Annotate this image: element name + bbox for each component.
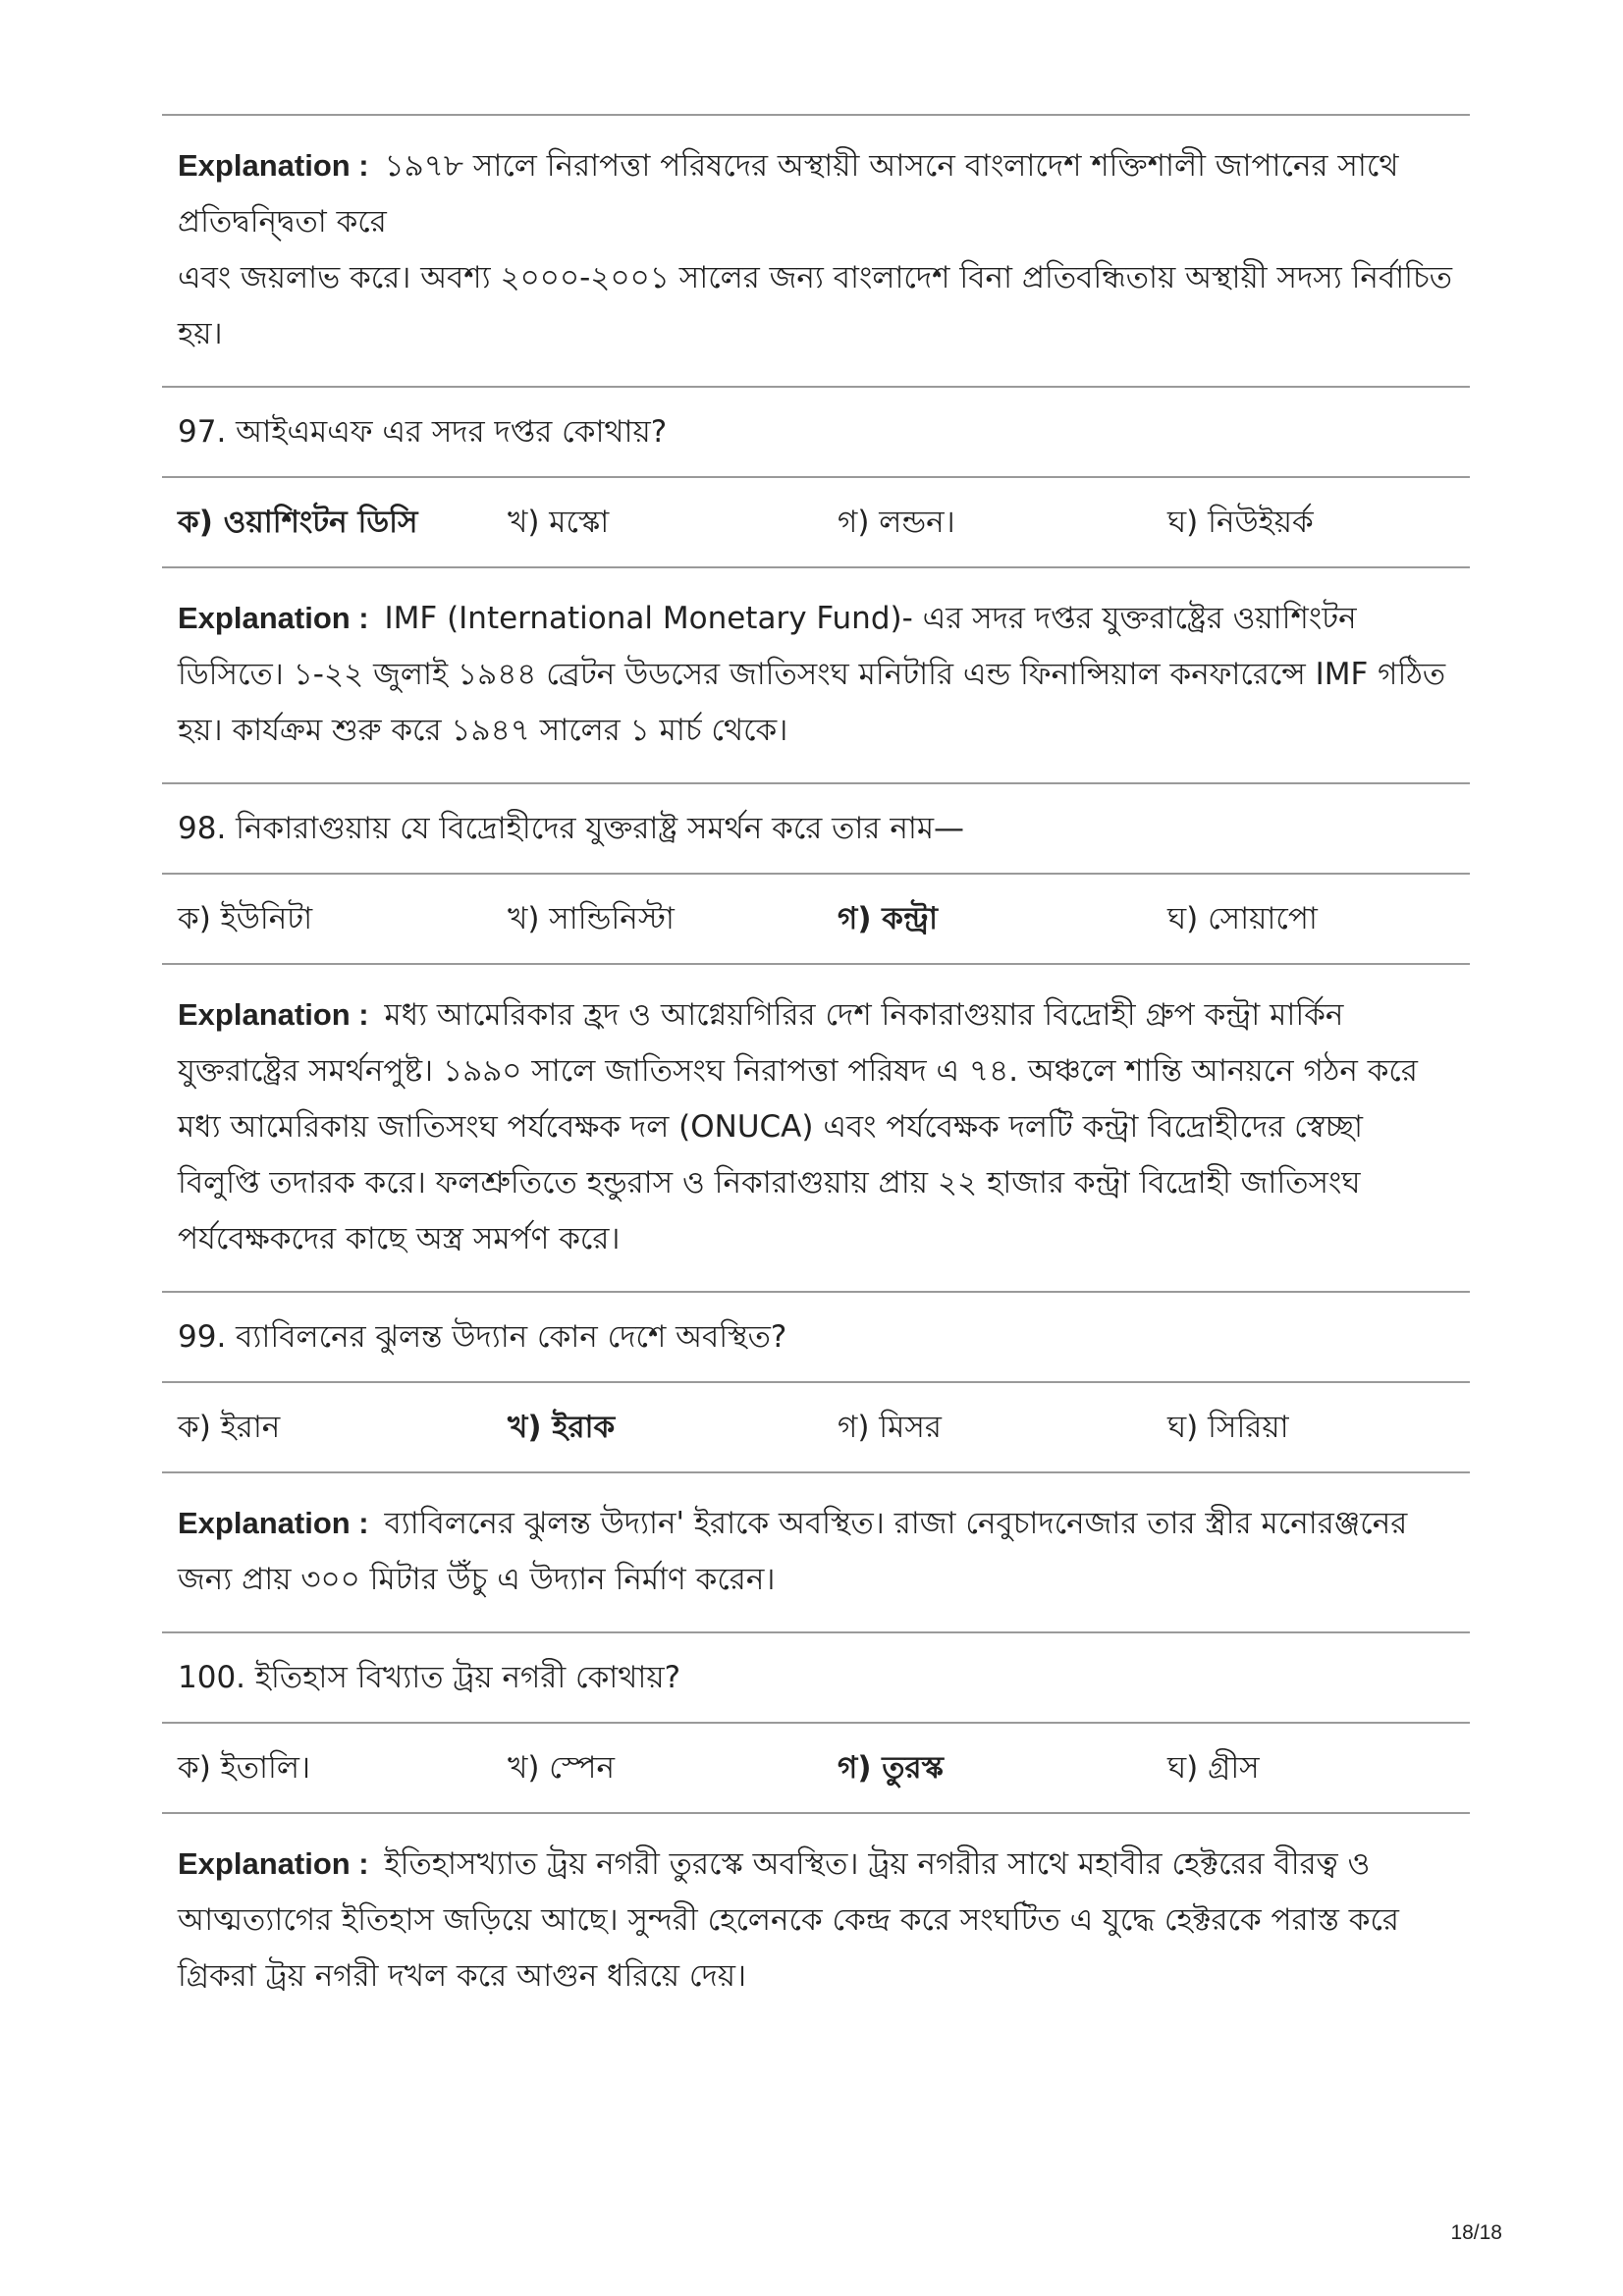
quiz-page bbox=[162, 114, 1470, 2028]
explanation-label: Explanation : bbox=[178, 997, 369, 1032]
option-a-correct: ক) ওয়াশিংটন ডিসি bbox=[178, 505, 418, 540]
question-text: আইএমএফ এর সদর দপ্তর কোথায়? bbox=[236, 414, 668, 450]
explanation-block-99 bbox=[162, 1473, 1470, 1631]
explanation-label: Explanation : bbox=[178, 1846, 369, 1881]
options-row-99 bbox=[162, 1383, 1470, 1471]
explanation-block-96 bbox=[162, 116, 1470, 386]
explanation-line bbox=[178, 137, 1454, 250]
option-d: ঘ) সিরিয়া bbox=[1167, 1410, 1289, 1445]
option-c-correct: গ) তুরস্ক bbox=[838, 1750, 944, 1786]
option-a: ক) ইউনিটা bbox=[178, 901, 313, 936]
page-number: 18/18 bbox=[1450, 2221, 1502, 2244]
option-b: খ) সান্ডিনিস্টা bbox=[508, 901, 675, 936]
explanation-text: ইতিহাসখ্যাত ট্রয় নগরী তুরস্কে অবস্থিত। ট্রয় নগরীর সাথে মহাবীর হেক্টরের বীরত্ব ও আত্মত্যাগের ইতিহাস জড়িয়ে আছে। সুন্দরী হেলেনকে কেন্দ্র করে সংঘটিত এ যুদ্ধে হেক্টরকে পরাস্ত করে গ্রিকরা ট্রয় নগরী দখল করে আগুন ধরিয়ে দেয়। bbox=[178, 1846, 1399, 1994]
option-a: ক) ইতালি। bbox=[178, 1750, 311, 1786]
explanation-text: মধ্য আমেরিকার হ্রদ ও আগ্নেয়গিরির দেশ নিকারাগুয়ার বিদ্রোহী গ্রুপ কন্ট্রা মার্কিন যুক্তরাষ্ট্রের সমর্থনপুষ্ট। ১৯৯০ সালে জাতিসংঘ নিরাপত্তা পরিষদ এ ৭৪. অঞ্চলে শান্তি আনয়নে গঠন করে মধ্য আমেরিকায় জাতিসংঘ পর্যবেক্ষক দল (ONUCA) এবং পর্যবেক্ষক দলটি কন্ট্রা বিদ্রোহীদের স্বেচ্ছা বিলুপ্তি তদারক করে। ফলশ্রুতিতে হন্ডুরাস ও নিকারাগুয়ায় প্রায় ২২ হাজার কন্ট্রা বিদ্রোহী জাতিসংঘ পর্যবেক্ষকদের কাছে অস্ত্র সমর্পণ করে। bbox=[178, 997, 1418, 1256]
question-98 bbox=[162, 784, 1470, 873]
option-a: ক) ইরান bbox=[178, 1410, 281, 1445]
question-number: 98. bbox=[178, 811, 227, 846]
explanation-block-100 bbox=[162, 1814, 1470, 2028]
explanation-label: Explanation : bbox=[178, 601, 369, 635]
option-b: খ) মস্কো bbox=[508, 505, 610, 540]
question-number: 99. bbox=[178, 1319, 227, 1355]
explanation-text: IMF (International Monetary Fund)- এর সদর দপ্তর যুক্তরাষ্ট্রের ওয়াশিংটন ডিসিতে। ১-২২ জুলাই ১৯৪৪ ব্রেটন উডসের জাতিসংঘ মনিটারি এন্ড ফিনান্সিয়াল কনফারেন্সে IMF গঠিত হয়। কার্যক্রম শুরু করে ১৯৪৭ সালের ১ মার্চ থেকে। bbox=[178, 601, 1446, 748]
question-number: 100. bbox=[178, 1660, 246, 1695]
question-99 bbox=[162, 1293, 1470, 1381]
option-c-correct: গ) কন্ট্রা bbox=[838, 901, 938, 936]
options-row-100 bbox=[162, 1724, 1470, 1812]
explanation-text: ব্যাবিলনের ঝুলন্ত উদ্যান' ইরাকে অবস্থিত। রাজা নেবুচাদনেজার তার স্ত্রীর মনোরঞ্জনের জন্য প্রায় ৩০০ মিটার উঁচু এ উদ্যান নির্মাণ করেন। bbox=[178, 1506, 1408, 1597]
option-c: গ) মিসর bbox=[838, 1410, 942, 1445]
explanation-label: Explanation : bbox=[178, 1506, 369, 1540]
option-d: ঘ) সোয়াপো bbox=[1167, 901, 1318, 936]
question-text: নিকারাগুয়ায় যে বিদ্রোহীদের যুক্তরাষ্ট্র সমর্থন করে তার নাম— bbox=[236, 811, 965, 846]
option-d: ঘ) গ্রীস bbox=[1167, 1750, 1260, 1786]
explanation-block-98 bbox=[162, 965, 1470, 1291]
option-c: গ) লন্ডন। bbox=[838, 505, 955, 540]
question-100 bbox=[162, 1633, 1470, 1722]
options-row-98 bbox=[162, 875, 1470, 963]
explanation-line: এবং জয়লাভ করে। অবশ্য ২০০০-২০০১ সালের জন্য বাংলাদেশ বিনা প্রতিবন্ধিতায় অস্থায়ী সদস্য নির্বাচিত হয়। bbox=[178, 260, 1453, 351]
question-97 bbox=[162, 388, 1470, 476]
options-row-97 bbox=[162, 478, 1470, 566]
option-d: ঘ) নিউইয়র্ক bbox=[1167, 505, 1314, 540]
explanation-block-97 bbox=[162, 568, 1470, 782]
question-text: ব্যাবিলনের ঝুলন্ত উদ্যান কোন দেশে অবস্থিত? bbox=[236, 1319, 787, 1355]
question-number: 97. bbox=[178, 414, 227, 450]
question-text: ইতিহাস বিখ্যাত ট্রয় নগরী কোথায়? bbox=[254, 1660, 681, 1695]
explanation-text: ১৯৭৮ সালে নিরাপত্তা পরিষদের অস্থায়ী আসনে বাংলাদেশ শক্তিশালী জাপানের সাথে প্রতিদ্বন্দ্বিতা করে bbox=[178, 148, 1399, 240]
explanation-label: Explanation : bbox=[178, 148, 369, 183]
option-b: খ) স্পেন bbox=[508, 1750, 615, 1786]
option-b-correct: খ) ইরাক bbox=[508, 1410, 616, 1445]
